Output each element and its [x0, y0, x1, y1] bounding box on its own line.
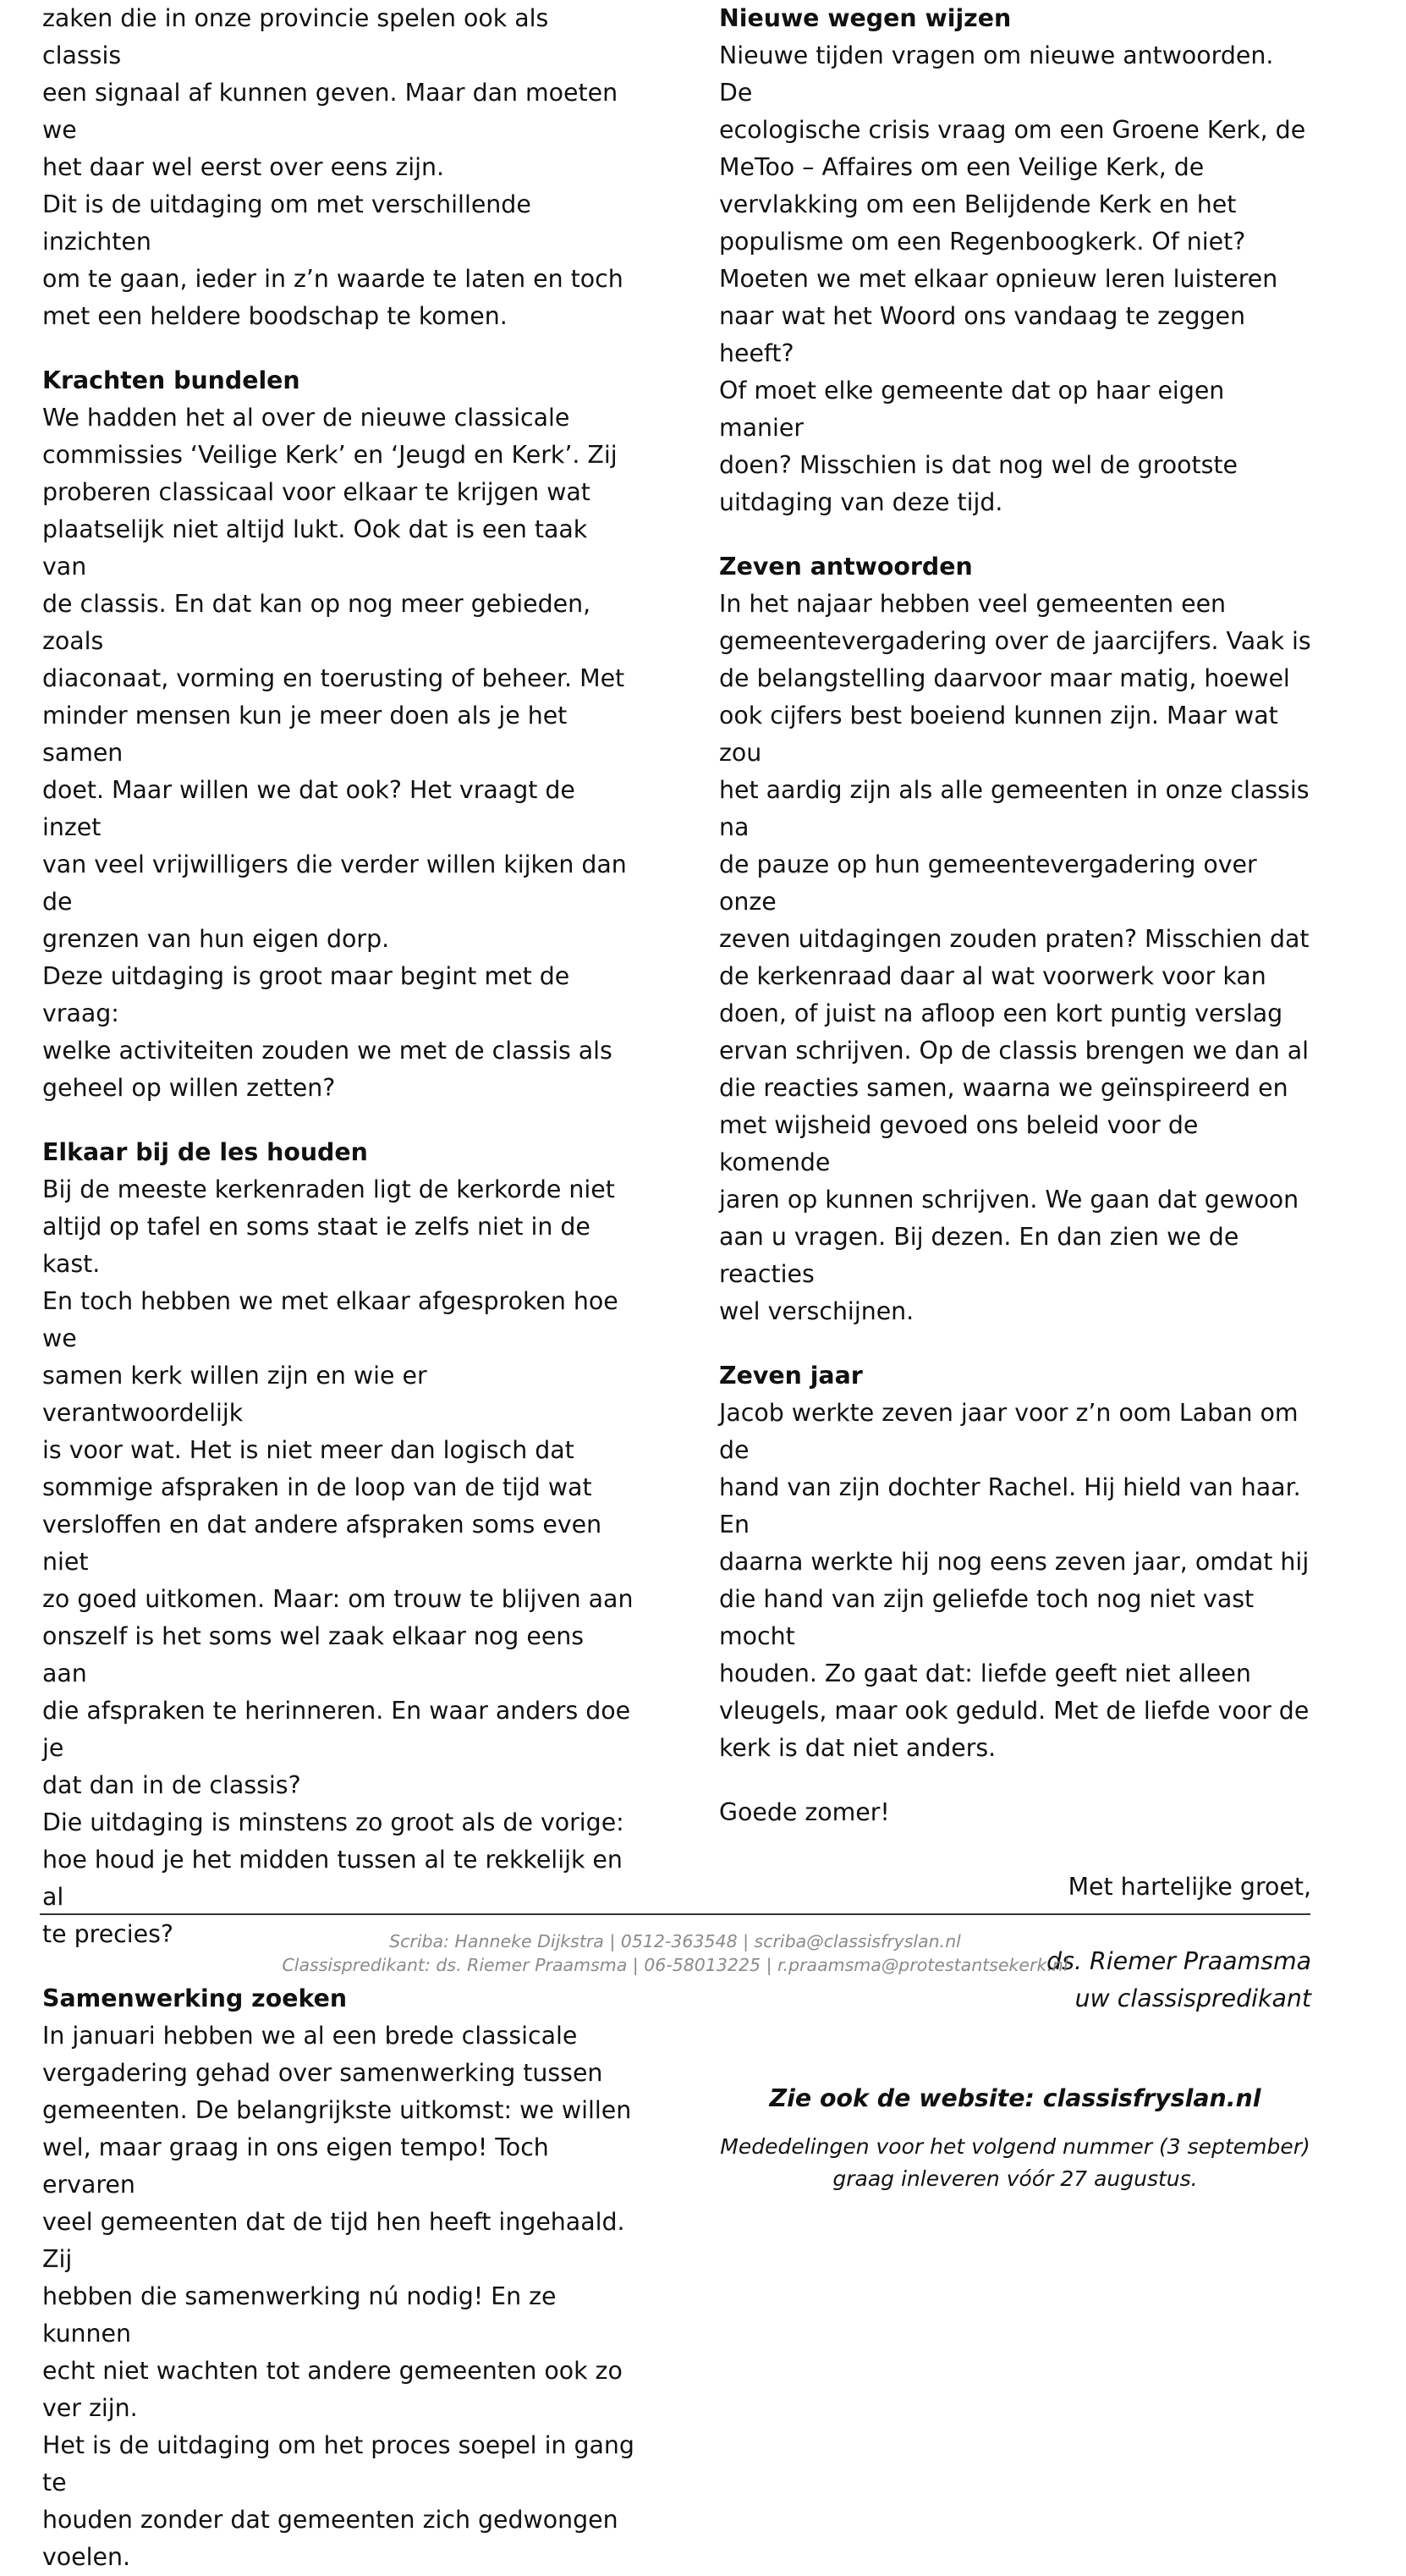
left-column — [42, 0, 634, 2576]
intro-paragraph: zaken die in onze provincie spelen ook als classis een signaal af kunnen geven. Maar dan moeten we het daar wel eerst over eens zijn. Dit is de uitdaging om met verschillende inzichten om te gaan, ieder in z’n waarde te laten en toch met een heldere boodschap te komen. — [42, 4, 623, 330]
section-heading-zeven-jaar: Zeven jaar — [719, 1362, 863, 1390]
footer-divider — [40, 1913, 1310, 1915]
section-text-zeven-antwoorden: In het najaar hebben veel gemeenten een gemeentevergadering over de jaarcijfers. Vaak is de belangstelling daarvoor maar matig, hoewel ook cijfers best boeiend kunnen zijn. Maar wat zou het aardig zijn als alle gemeenten in onze classis na de pauze op hun gemeentevergadering over onze zeven uitdagingen zouden praten? Misschien dat de kerkenraad daar al wat voorwerk voor kan doen, of juist na afloop een kort puntig verslag ervan schrijven. Op de classis brengen we dan al die reacties samen, waarna we geïnspireerd en met wijsheid gevoed ons beleid voor de komende jaren op kunnen schrijven. We gaan dat gewoon aan u vragen. Bij dezen. En dan zien we de reacties wel verschijnen. — [719, 590, 1311, 1325]
signature-block: ds. Riemer Praamsma uw classispredikant — [1046, 1947, 1311, 2012]
section-heading-samenwerking-zoeken: Samenwerking zoeken — [42, 1984, 348, 2012]
greeting-line: Met hartelijke groet, — [1068, 1873, 1311, 1901]
section-heading-nieuwe-wegen-wijzen: Nieuwe wegen wijzen — [719, 4, 1012, 32]
submission-notice: Mededelingen voor het volgend nummer (3 september) graag inleveren vóór 27 augustus. — [720, 2134, 1310, 2191]
section-heading-krachten-bundelen: Krachten bundelen — [42, 366, 300, 394]
footer — [40, 1929, 1310, 1977]
section-text-nieuwe-wegen-wijzen: Nieuwe tijden vragen om nieuwe antwoorden. De ecologische crisis vraag om een Groene Kerk, de MeToo – Affaires om een Veilige Kerk, de vervlakking om een Belijdende Kerk en het populisme om een Regenboogkerk. Of niet? Moeten we met elkaar opnieuw leren luisteren naar wat het Woord ons vandaag te zeggen heeft? Of moet elke gemeente dat op haar eigen manier doen? Misschien is dat nog wel de grootste uitdaging van deze tijd. — [719, 41, 1306, 516]
footer-predikant-contact: Classispredikant: ds. Riemer Praamsma | 06-58013225 | r.praamsma@protestantsekerk.nl — [282, 1955, 1068, 1975]
section-text-elkaar-bij-de-les-houden: Bij de meeste kerkenraden ligt de kerkorde niet altijd op tafel en soms staat ie zelfs niet in de kast. En toch hebben we met elkaar afgesproken hoe we samen kerk willen zijn en wie er verantwoordelijk is voor wat. Het is niet meer dan logisch dat sommige afspraken in de loop van de tijd wat versloffen en dat andere afspraken soms even niet zo goed uitkomen. Maar: om trouw te blijven aan onszelf is het soms wel zaak elkaar nog eens aan die afspraken te herinneren. En waar anders doe je dat dan in de classis? Die uitdaging is minstens zo groot als de vorige: hoe houd je het midden tussen al te rekkelijk en al te precies? — [42, 1175, 634, 1948]
section-text-samenwerking-zoeken: In januari hebben we al een brede classicale vergadering gehad over samenwerking tussen gemeenten. De belangrijkste uitkomst: we willen wel, maar graag in ons eigen tempo! Toch ervaren veel gemeenten dat de tijd hen heeft ingehaald. Zij hebben die samenwerking nú nodig! En ze kunnen echt niet wachten tot andere gemeenten ook zo ver zijn. Het is de uitdaging om het proces soepel in gang te houden zonder dat gemeenten zich gedwongen voelen. — [42, 2022, 634, 2571]
website-reference: Zie ook de website: classisfryslan.nl — [769, 2084, 1261, 2112]
footer-scriba-contact: Scriba: Hanneke Dijkstra | 0512-363548 | scriba@classisfryslan.nl — [389, 1931, 961, 1951]
section-heading-zeven-antwoorden: Zeven antwoorden — [719, 553, 973, 581]
farewell-line: Goede zomer! — [719, 1798, 890, 1826]
section-text-krachten-bundelen: We hadden het al over de nieuwe classicale commissies ‘Veilige Kerk’ en ‘Jeugd en Kerk’. Zij proberen classicaal voor elkaar te krijgen wat plaatselijk niet altijd lukt. Ook dat is een taak van de classis. En dat kan op nog meer gebieden, zoals diaconaat, vorming en toerusting of beheer. Met minder mensen kun je meer doen als je het samen doet. Maar willen we dat ook? Het vraagt de inzet van veel vrijwilligers die verder willen kijken dan de grenzen van hun eigen dorp. Deze uitdaging is groot maar begint met de vraag: welke activiteiten zouden we met de classis als geheel op willen zetten? — [42, 404, 627, 1102]
section-heading-elkaar-bij-de-les-houden: Elkaar bij de les houden — [42, 1138, 368, 1166]
section-text-zeven-jaar: Jacob werkte zeven jaar voor z’n oom Laban om de hand van zijn dochter Rachel. Hij hield van haar. En daarna werkte hij nog eens zeven jaar, omdat hij die hand van zijn geliefde toch nog niet vast mocht houden. Zo gaat dat: liefde geeft niet alleen vleugels, maar ook geduld. Met de liefde voor de kerk is dat niet anders. — [719, 1399, 1310, 1762]
right-column — [719, 0, 1311, 2195]
